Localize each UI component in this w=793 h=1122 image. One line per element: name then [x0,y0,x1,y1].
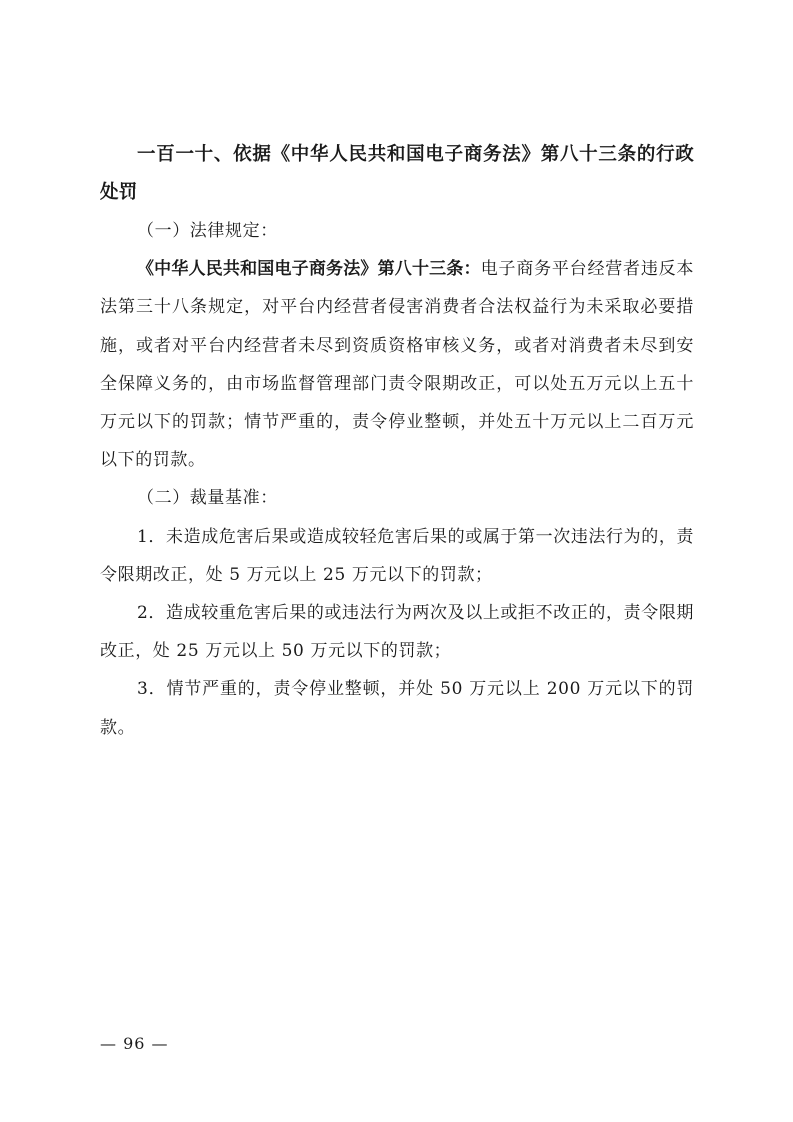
subsection-label-legal-provisions: （一）法律规定： [137,221,278,241]
criteria-item-1: 1．未造成危害后果或造成较轻危害后果的或属于第一次违法行为的，责令限期改正，处 5 万元以上 25 万元以下的罚款； [100,526,695,585]
subsection-label-discretion-standards: （二）裁量基准： [137,488,278,509]
criteria-item-2: 2．造成较重危害后果的或违法行为两次及以上或拒不改正的，责令限期改正，处 25 万元以上 50 万元以下的罚款； [100,603,695,662]
law-article-text: 电子商务平台经营者违反本法第三十八条规定，对平台内经营者侵害消费者合法权益行为未采取必要措施，或者对平台内经营者未尽到资质资格审核义务，或者对消费者未尽到安全保障义务的，由市场监督管理部门责令限期改正，可以处五万元以上五十万元以下的罚款；情节严重的，责令停业整顿，并处五十万元以上二百万元以下的罚款。 [100,259,695,471]
section-heading: 一百一十、依据《中华人民共和国电子商务法》第八十三条的行政处罚 [100,144,694,203]
criteria-item-3: 3．情节严重的，责令停业整顿，并处 50 万元以上 200 万元以下的罚款。 [100,679,694,738]
document-body [100,136,694,747]
law-article-paragraph [100,250,694,479]
law-article-title: 《中华人民共和国电子商务法》第八十三条： [137,259,481,280]
page-number: — 96 — [100,1034,169,1053]
